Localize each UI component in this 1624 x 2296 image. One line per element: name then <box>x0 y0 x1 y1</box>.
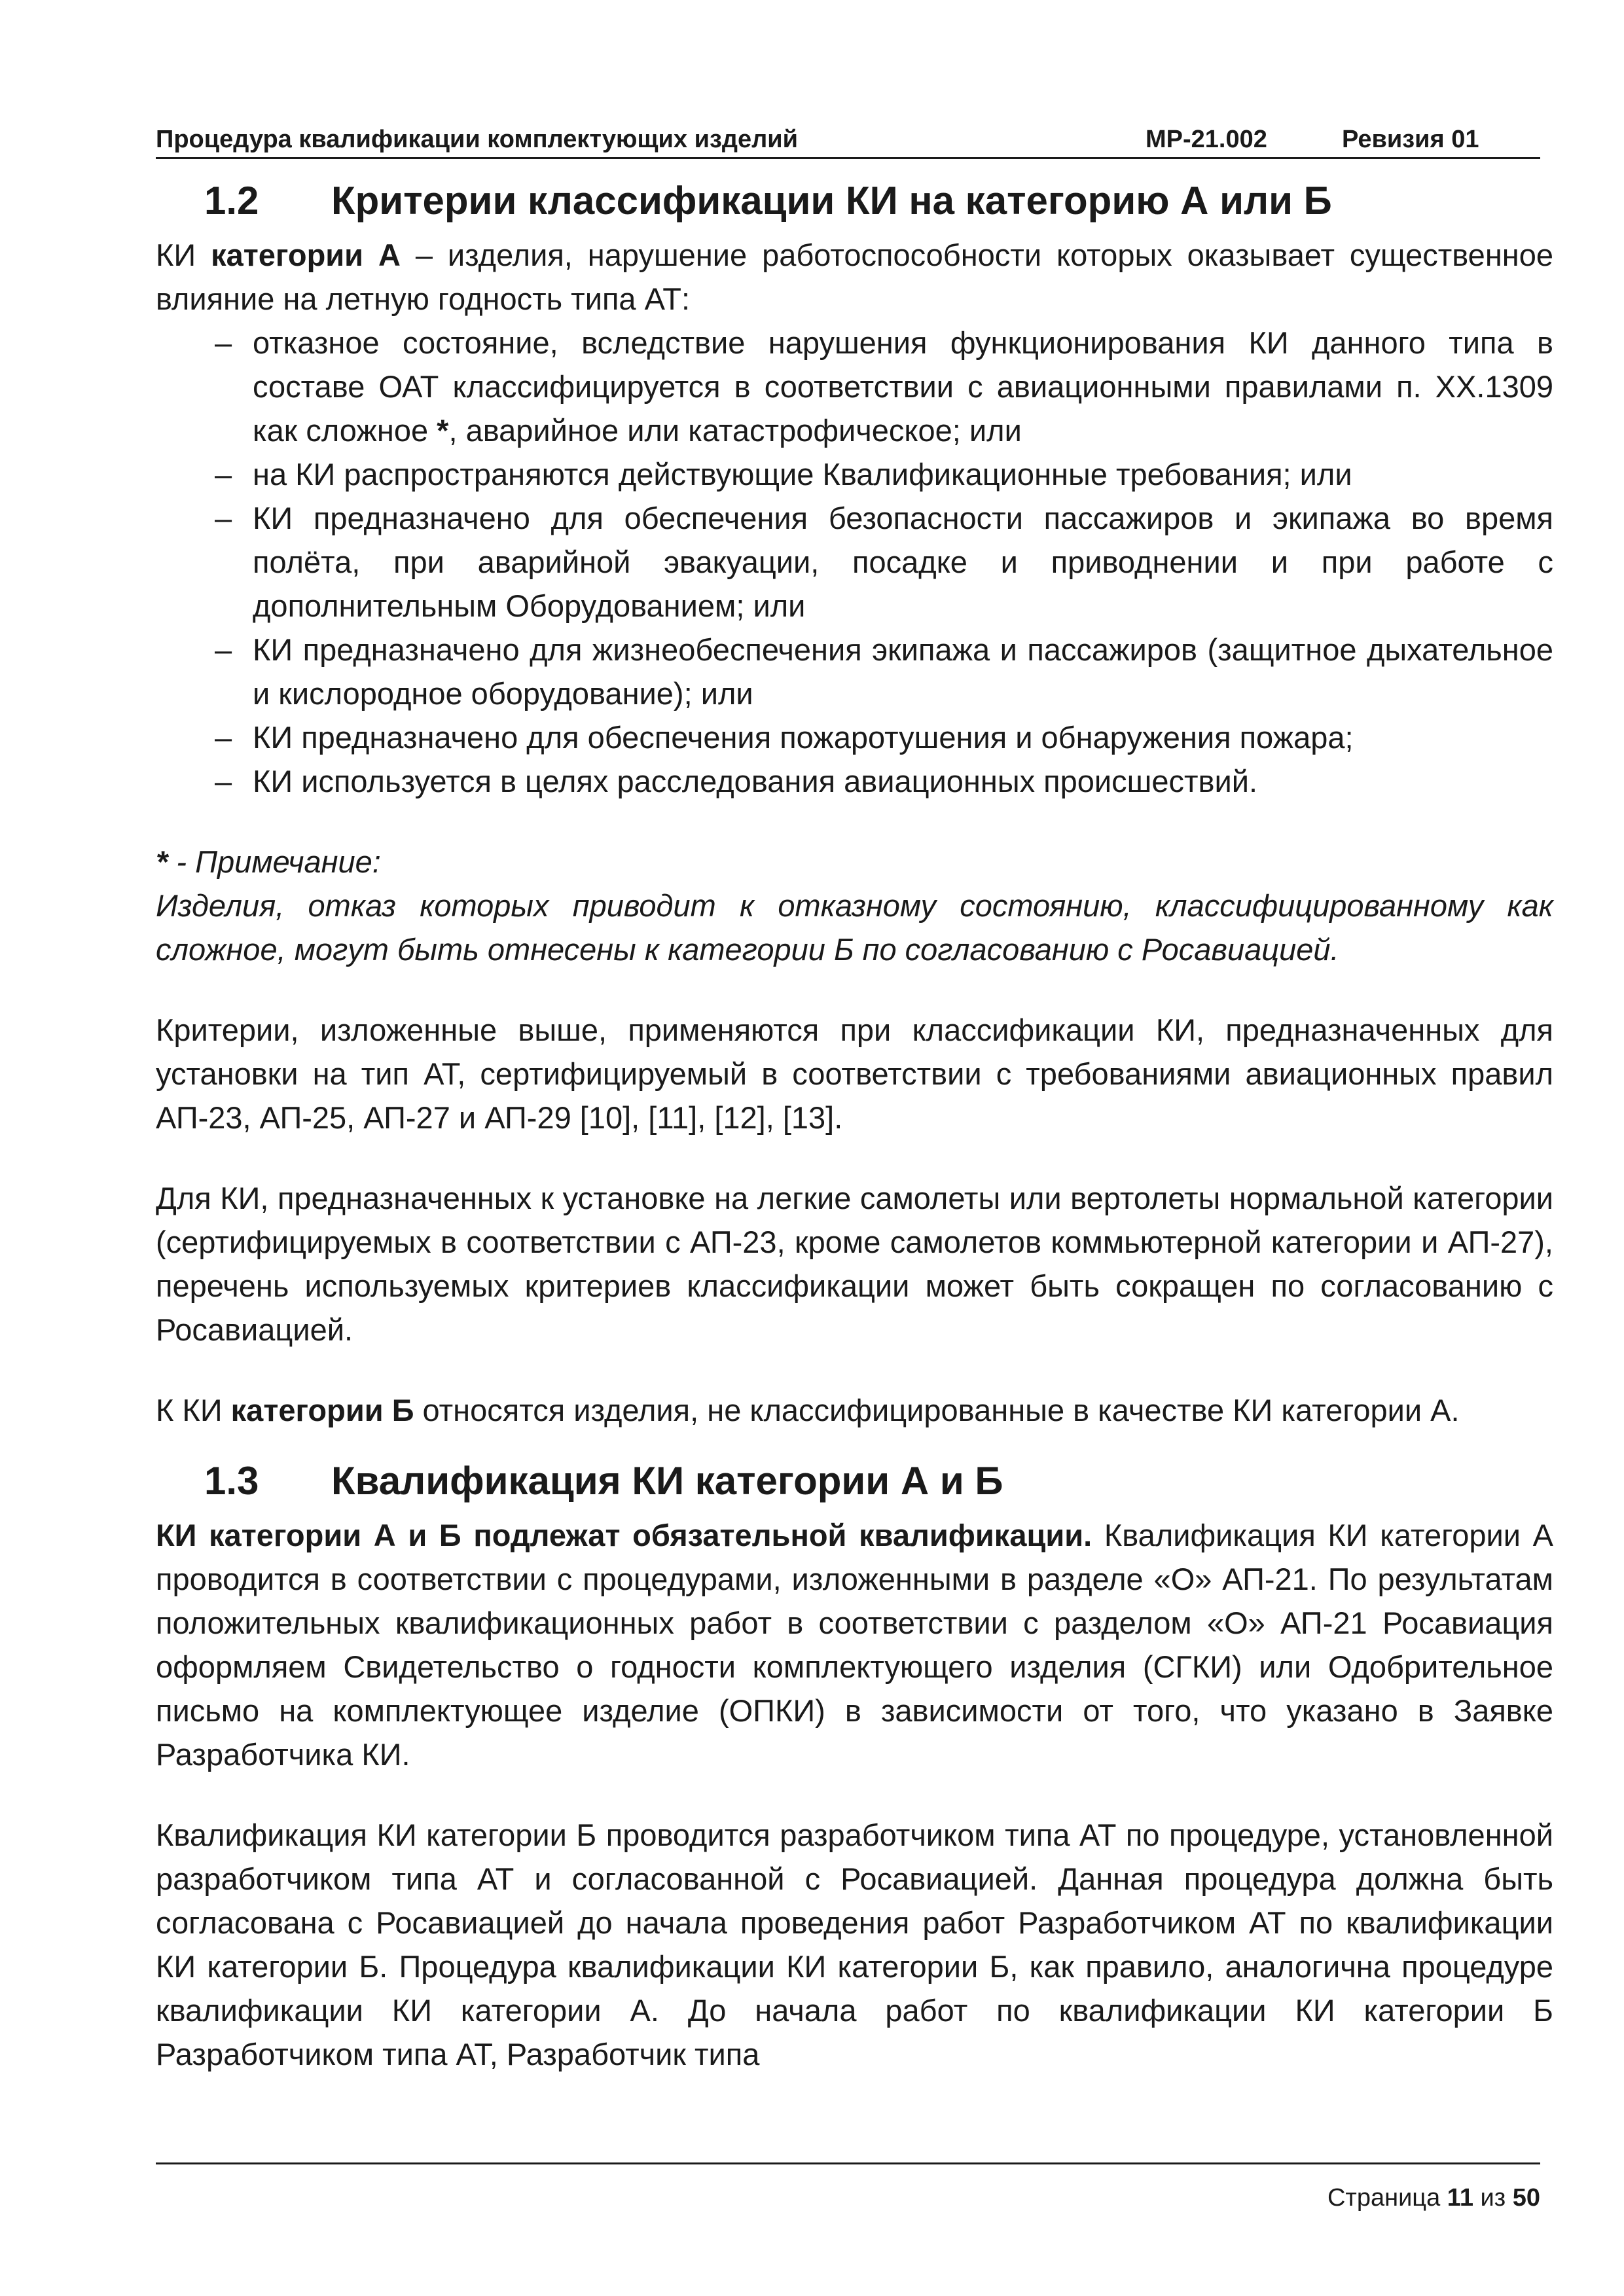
section-number: 1.3 <box>204 1459 259 1503</box>
section-1-2-heading <box>156 171 1553 230</box>
light-aircraft-paragraph: Для КИ, предназначенных к установке на легкие самолеты или вертолеты нормальной категории (сертифицируемых в соответствии с АП-23, кроме самолетов коммьютерной категории и АП-27), перечень используемых критериев классификации может быть сокращен по согласованию с Росавиацией. <box>156 1181 1553 1347</box>
page-number: Страница 11 из 50 <box>1327 2184 1540 2212</box>
dash-bullet: – <box>215 325 232 360</box>
list-item: – КИ используется в целях расследования авиационных происшествий. <box>156 759 1553 803</box>
note-label: * - Примечание: <box>156 844 381 879</box>
dash-bullet: – <box>215 764 232 798</box>
mandatory-qualification-statement: КИ категории А и Б подлежат обязательной квалификации. <box>156 1518 1092 1552</box>
page-footer <box>156 2162 1540 2210</box>
section-title: Критерии классификации КИ на категорию А или Б <box>331 179 1332 223</box>
total-pages: 50 <box>1512 2184 1540 2212</box>
list-item: – КИ предназначено для обеспечения пожаротушения и обнаружения пожара; <box>156 715 1553 759</box>
note-star: * <box>156 844 168 879</box>
list-item: – на КИ распространяются действующие Квалификационные требования; или <box>156 452 1553 496</box>
list-item: – КИ предназначено для обеспечения безопасности пассажиров и экипажа во время полёта, при аварийной эвакуации, посадке и приводнении и при работе с дополнительным Оборудованием; или <box>156 496 1553 628</box>
qualification-paragraph-2: Квалификация КИ категории Б проводится разработчиком типа АТ по процедуре, установленной разработчиком типа АТ и согласованной с Росавиацией. Данная процедура должна быть согласована с Росавиацией до начала проведения работ Разработчиком АТ по квалификации КИ категории Б. Процедура квалификации КИ категории Б, как правило, аналогична процедуре квалификации КИ категории А. До начала работ по квалификации КИ категории Б Разработчиком типа АТ, Разработчик типа <box>156 1818 1553 2072</box>
category-b-term: категории Б <box>230 1393 414 1427</box>
category-b-definition: К КИ категории Б относятся изделия, не классифицированные в качестве КИ категории А. <box>156 1393 1460 1427</box>
dash-bullet: – <box>215 720 232 755</box>
header-title: Процедура квалификации комплектующих изделий <box>156 126 798 153</box>
dash-bullet: – <box>215 457 232 492</box>
dash-bullet: – <box>215 501 232 535</box>
category-a-criteria-list <box>156 321 1553 803</box>
section-number: 1.2 <box>204 179 259 223</box>
qualification-paragraph-1: КИ категории А и Б подлежат обязательной квалификации. Квалификация КИ категории А проводится в соответствии с процедурами, изложенными в разделе «О» АП-21. По результатам положительных квалификационных работ в соответствии с разделом «О» АП-21 Росавиация оформляем Свидетельство о годности комплектующего изделия (СГКИ) или Одобрительное письмо на комплектующее изделие (ОПКИ) в зависимости от того, что указано в Заявке Разработчика КИ. <box>156 1518 1553 1772</box>
current-page: 11 <box>1447 2184 1473 2212</box>
list-item: – КИ предназначено для жизнеобеспечения экипажа и пассажиров (защитное дыхательное и кислородное оборудование); или <box>156 628 1553 715</box>
criteria-paragraph: Критерии, изложенные выше, применяются при классификации КИ, предназначенных для установки на тип АТ, сертифицируемый в соответствии с требованиями авиационных правил АП-23, АП-25, АП-27 и АП-29 [10], [11], [12], [13]. <box>156 1013 1553 1135</box>
list-item: – отказное состояние, вследствие нарушения функционирования КИ данного типа в составе ОАТ классифицируется в соответствии с авиационными правилами п. ХХ.1309 как сложное *, аварийное или катастрофическое; или <box>156 321 1553 452</box>
page-header <box>156 122 1540 159</box>
section-title: Квалификация КИ категории А и Б <box>331 1459 1003 1503</box>
page-content <box>156 171 1553 2076</box>
header-revision: Ревизия 01 <box>1342 126 1479 153</box>
category-a-definition: КИ категории А – изделия, нарушение работоспособности которых оказывает существенное влияние на летную годность типа АТ: <box>156 238 1554 316</box>
header-doc-code: МР-21.002 <box>1146 126 1267 153</box>
section-1-3-heading <box>156 1452 1553 1511</box>
note-text: Изделия, отказ которых приводит к отказному состоянию, классифицированному как сложное, могут быть отнесены к категории Б по согласованию с Росавиацией. <box>156 888 1553 967</box>
category-a-term: категории А <box>211 238 401 272</box>
dash-bullet: – <box>215 632 232 667</box>
footnote-star: * <box>437 413 449 448</box>
